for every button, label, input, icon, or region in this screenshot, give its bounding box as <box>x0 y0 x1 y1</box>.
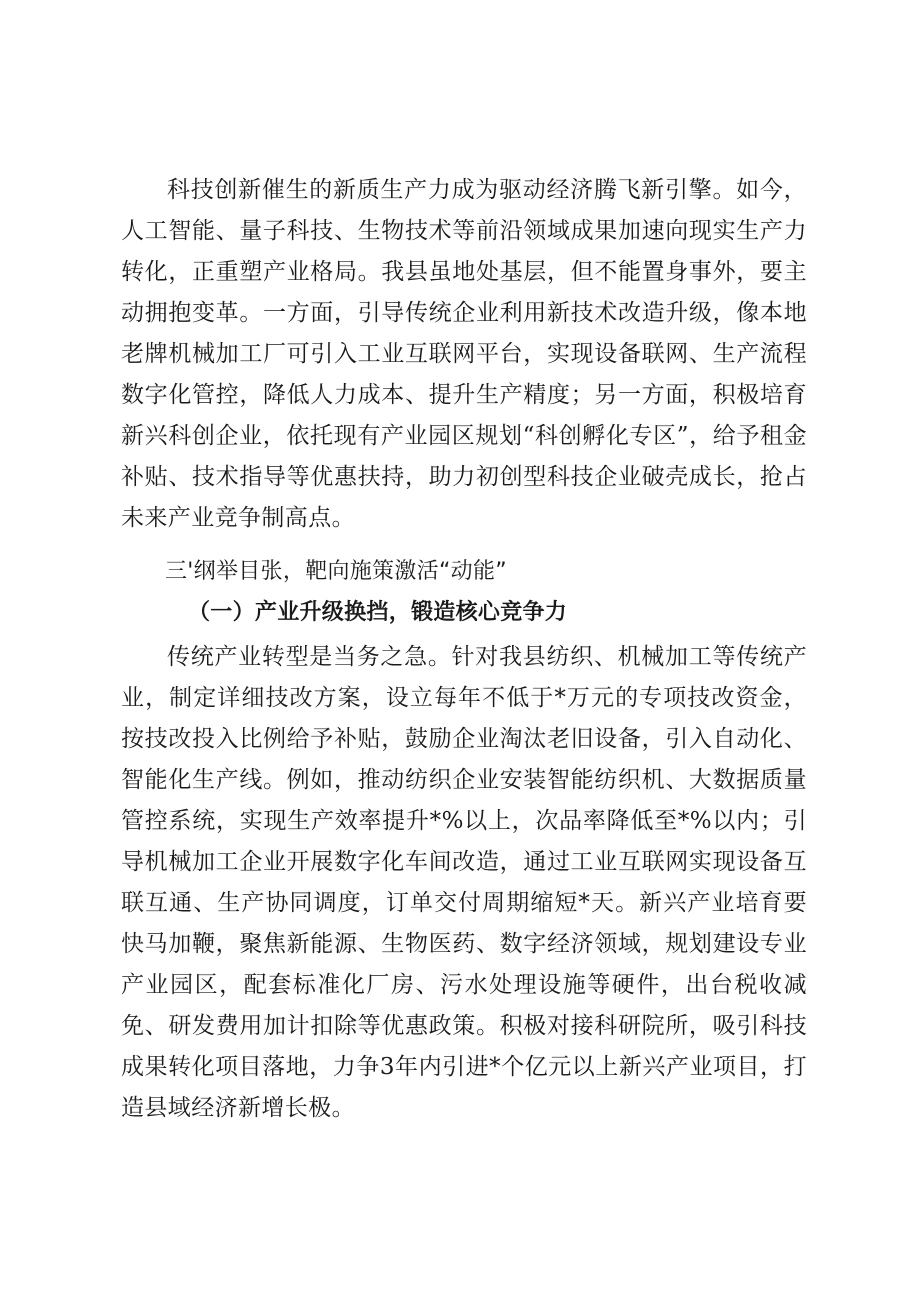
subsection-heading: （一）产业升级换挡，锻造核心竞争力 <box>188 600 568 625</box>
document-body <box>121 170 807 1129</box>
body-paragraph-1: 科技创新催生的新质生产力成为驱动经济腾飞新引擎。如今，人工智能、量子科技、生物技术等前沿领域成果加速向现实生产力转化，正重塑产业格局。我县虽地处基层，但不能置身事外，要主动拥抱变革。一方面，引导传统企业利用新技术改造升级，像本地老牌机械加工厂可引入工业互联网平台，实现设备联网、生产流程数字化管控，降低人力成本、提升生产精度；另一方面，积极培育新兴科创企业，依托现有产业园区规划“科创孵化专区”，给予租金补贴、技术指导等优惠扶持，助力初创型科技企业破壳成长，抢占未来产业竞争制高点。 <box>121 177 807 531</box>
body-paragraph-2: 传统产业转型是当务之急。针对我县纺织、机械加工等传统产业，制定详细技改方案，设立每年不低于*万元的专项技改资金，按技改投入比例给予补贴，鼓励企业淘汰老旧设备，引入自动化、智能化生产线。例如，推动纺织企业安装智能纺织机、大数据质量管控系统，实现生产效率提升*%以上，次品率降低至*%以内；引导机械加工企业开展数字化车间改造，通过工业互联网实现设备互联互通、生产协同调度，订单交付周期缩短*天。新兴产业培育要快马加鞭，聚焦新能源、生物医药、数字经济领域，规划建设专业产业园区，配套标准化厂房、污水处理设施等硬件，出台税收减免、研发费用加计扣除等优惠政策。积极对接科研院所，吸引科技成果转化项目落地，力争3年内引进*个亿元以上新兴产业项目，打造县域经济新增长极。 <box>121 644 807 1121</box>
section-heading: 三'纲举目张，靶向施策激活“动能” <box>165 559 507 584</box>
